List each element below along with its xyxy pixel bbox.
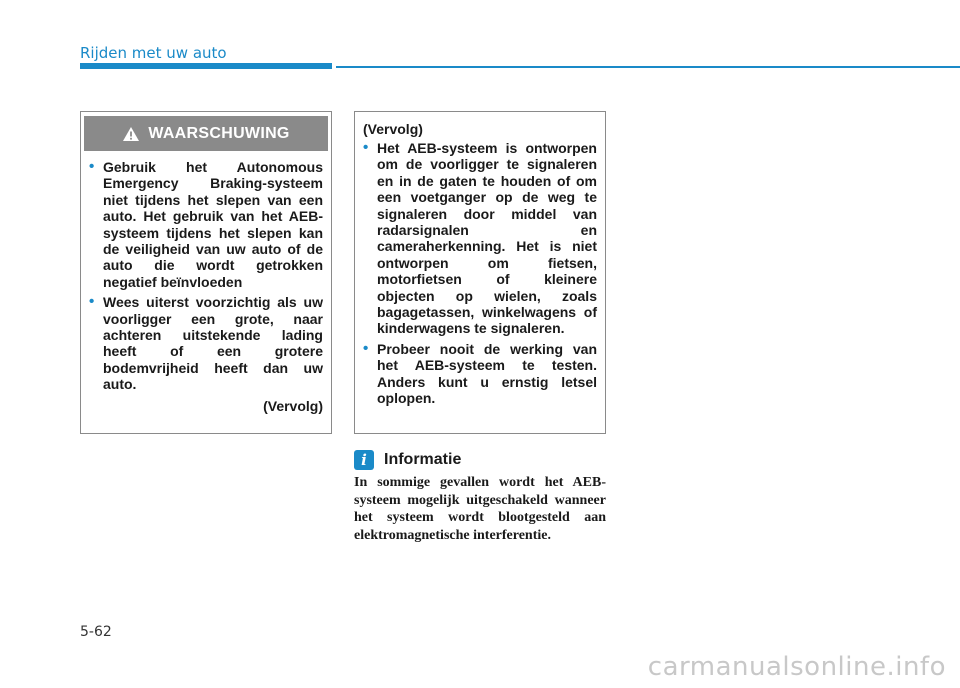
continuation-bullet: • Probeer nooit de werking van het AEB-systeem te testen. Anders kunt u ernstig letsel oplopen. (363, 341, 597, 407)
warning-triangle-icon (122, 126, 140, 142)
info-text: In sommige gevallen wordt het AEB-systeem mogelijk uitgeschakeld wanneer het systeem wordt blootgesteld aan elektromagnetische interferentie. (354, 475, 606, 543)
continuation-label: (Vervolg) (363, 121, 423, 137)
continuation-bullet-list (363, 140, 597, 407)
continuation-bullet: • Het AEB-systeem is ontworpen om de voorligger te signaleren en in de gaten te houden of om een voetganger op de weg te signaleren door middel van radarsignalen en cameraherkenning. Het is niet ontworpen om fietsen, motorfietsen of kleinere objecten op wielen, zoals bagagetassen, winkelwagens of kinderwagens te signaleren. (363, 140, 597, 337)
info-title: Informatie (384, 451, 462, 468)
continued-label: (Vervolg) (263, 397, 323, 414)
warning-body (81, 151, 331, 415)
warning-bullet: • Gebruik het Autonomous Emergency Braking-systeem niet tijdens het slepen van een auto. Het gebruik van het AEB-systeem tijdens het slepen kan de veiligheid van uw auto of de auto die wordt getrokken negatief beïnvloeden (89, 159, 323, 290)
warning-box (80, 111, 332, 434)
continuation-box (354, 111, 606, 434)
info-heading (354, 450, 461, 470)
header-rule-thin (336, 66, 960, 68)
info-icon: i (354, 450, 374, 470)
page-number: 5-62 (80, 624, 112, 640)
warning-header (84, 116, 328, 151)
warning-bullet: • Wees uiterst voorzichtig als uw voorligger een grote, naar achteren uitstekende lading heeft of een grotere bodemvrijheid heeft dan uw auto. (89, 294, 323, 392)
warning-title: WAARSCHUWING (148, 124, 290, 142)
warning-bullet-list (89, 159, 323, 393)
header-rule-thick (80, 63, 332, 69)
watermark: carmanualsonline.info (647, 652, 946, 682)
section-title: Rijden met uw auto (80, 44, 227, 62)
